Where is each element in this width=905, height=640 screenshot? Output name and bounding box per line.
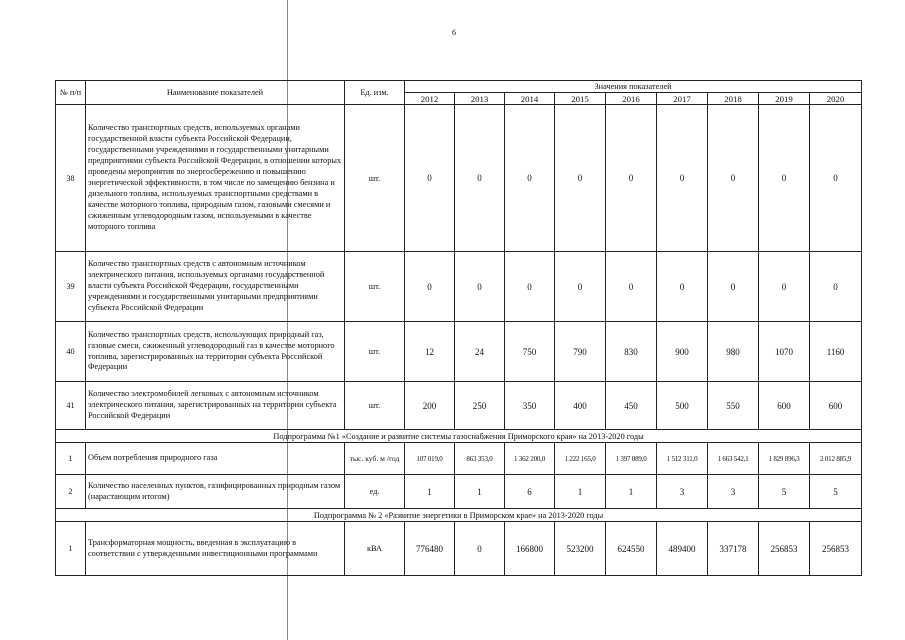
row-value: 1 362 200,0 (505, 443, 555, 475)
row-value: 0 (759, 252, 810, 322)
row-value: 5 (759, 475, 810, 509)
row-value: 830 (606, 322, 657, 382)
row-value: 1160 (810, 322, 862, 382)
row-value: 0 (505, 252, 555, 322)
page-number: 6 (452, 28, 456, 37)
row-unit: шт. (345, 252, 405, 322)
row-unit: шт. (345, 382, 405, 430)
header-year: 2013 (455, 93, 505, 105)
row-num: 1 (56, 443, 86, 475)
row-value: 790 (555, 322, 606, 382)
header-name: Наименование показателей (86, 81, 345, 105)
row-value: 624550 (606, 522, 657, 576)
row-num: 39 (56, 252, 86, 322)
row-value: 1 512 311,0 (657, 443, 708, 475)
row-value: 1 222 165,0 (555, 443, 606, 475)
row-value: 24 (455, 322, 505, 382)
table-row (56, 443, 862, 475)
table-row (56, 475, 862, 509)
header-year: 2012 (405, 93, 455, 105)
row-value: 0 (657, 105, 708, 252)
row-value: 6 (505, 475, 555, 509)
row-value: 523200 (555, 522, 606, 576)
row-value: 980 (708, 322, 759, 382)
row-num: 38 (56, 105, 86, 252)
row-unit: шт. (345, 322, 405, 382)
row-value: 900 (657, 322, 708, 382)
row-value: 489400 (657, 522, 708, 576)
row-unit: тыс. куб. м /год (345, 443, 405, 475)
row-value: 0 (657, 252, 708, 322)
row-value: 600 (810, 382, 862, 430)
row-unit: ед. (345, 475, 405, 509)
row-value: 0 (405, 105, 455, 252)
row-value: 1070 (759, 322, 810, 382)
row-value: 3 (657, 475, 708, 509)
row-value: 0 (555, 105, 606, 252)
row-value: 107 019,0 (405, 443, 455, 475)
row-value: 3 (708, 475, 759, 509)
row-value: 1 (555, 475, 606, 509)
row-value: 500 (657, 382, 708, 430)
row-unit: шт. (345, 105, 405, 252)
row-value: 0 (455, 522, 505, 576)
indicators-table (55, 80, 862, 576)
row-value: 0 (708, 105, 759, 252)
section-row (56, 430, 862, 443)
header-unit: Ед. изм. (345, 81, 405, 105)
row-value: 450 (606, 382, 657, 430)
section-title-1: Подпрограмма №1 «Создание и развитие системы газоснабжения Приморского края» на 2013-2020 годы (56, 430, 862, 443)
row-value: 0 (759, 105, 810, 252)
row-value: 550 (708, 382, 759, 430)
table-row (56, 322, 862, 382)
row-name: Количество транспортных средств с автономным источником электрического питания, используемых органами государственной власти субъекта Российской Федерации, государственными учреждениями и государственными унитарными предприятиями субъекта Российской Федерации (86, 252, 345, 322)
row-name: Количество транспортных средств, используемых органами государственной власти субъекта Российской Федерации, государственными учреждениями и государственными унитарными предприятиями субъекта Российской Федерации, в отношении которых проведены мероприятия по энергосбережению и повышению энергетической эффективности, в том числе по замещению бензина и дизельного топлива, используемых транспортными средствами в качестве моторного топлива, природным газом, газовыми смесями и сжиженным углеводородным газом, используемыми в качестве моторного топлива (86, 105, 345, 252)
table-row (56, 252, 862, 322)
row-value: 1 (455, 475, 505, 509)
row-value: 0 (555, 252, 606, 322)
row-value: 776480 (405, 522, 455, 576)
row-value: 0 (810, 105, 862, 252)
row-name: Трансформаторная мощность, введенная в эксплуатацию в соответствии с утвержденными инвестиционными программами (86, 522, 345, 576)
row-value: 250 (455, 382, 505, 430)
row-num: 2 (56, 475, 86, 509)
row-value: 200 (405, 382, 455, 430)
row-value: 1 (405, 475, 455, 509)
row-value: 5 (810, 475, 862, 509)
row-num: 1 (56, 522, 86, 576)
row-value: 350 (505, 382, 555, 430)
row-value: 256853 (810, 522, 862, 576)
row-value: 1 829 896,3 (759, 443, 810, 475)
row-unit: кВА (345, 522, 405, 576)
table-row (56, 522, 862, 576)
row-name: Количество населенных пунктов, газифицированных природным газом (нарастающим итогом) (86, 475, 345, 509)
header-year: 2018 (708, 93, 759, 105)
row-name: Количество транспортных средств, использующих природный газ, газовые смеси, сжиженный углеводородный газ в качестве моторного топлива, зарегистрированных на территории субъекта Российской Федерации (86, 322, 345, 382)
row-value: 0 (455, 105, 505, 252)
row-value: 0 (810, 252, 862, 322)
row-value: 256853 (759, 522, 810, 576)
table-row (56, 382, 862, 430)
table-row (56, 105, 862, 252)
row-value: 0 (606, 252, 657, 322)
row-value: 337178 (708, 522, 759, 576)
row-value: 600 (759, 382, 810, 430)
row-value: 400 (555, 382, 606, 430)
row-num: 40 (56, 322, 86, 382)
row-value: 2 012 885,9 (810, 443, 862, 475)
section-title-2: Подпрограмма № 2 «Развитие энергетики в Приморском крае» на 2013-2020 годы (56, 509, 862, 522)
header-values-title: Значения показателей (405, 81, 862, 93)
row-value: 0 (708, 252, 759, 322)
header-year: 2014 (505, 93, 555, 105)
row-value: 0 (505, 105, 555, 252)
row-num: 41 (56, 382, 86, 430)
row-value: 12 (405, 322, 455, 382)
row-value: 1 397 089,0 (606, 443, 657, 475)
row-name: Объем потребления природного газа (86, 443, 345, 475)
row-value: 0 (455, 252, 505, 322)
row-value: 166800 (505, 522, 555, 576)
row-value: 0 (405, 252, 455, 322)
row-value: 1 (606, 475, 657, 509)
header-year: 2020 (810, 93, 862, 105)
header-year: 2016 (606, 93, 657, 105)
row-value: 750 (505, 322, 555, 382)
header-year: 2017 (657, 93, 708, 105)
header-year: 2019 (759, 93, 810, 105)
row-value: 0 (606, 105, 657, 252)
row-value: 863 353,0 (455, 443, 505, 475)
row-value: 1 663 542,1 (708, 443, 759, 475)
row-name: Количество электромобилей легковых с автономным источником электрического питания, зарегистрированных на территории субъекта Российской Федерации (86, 382, 345, 430)
section-row (56, 509, 862, 522)
header-year: 2015 (555, 93, 606, 105)
header-num: № п/п (56, 81, 86, 105)
